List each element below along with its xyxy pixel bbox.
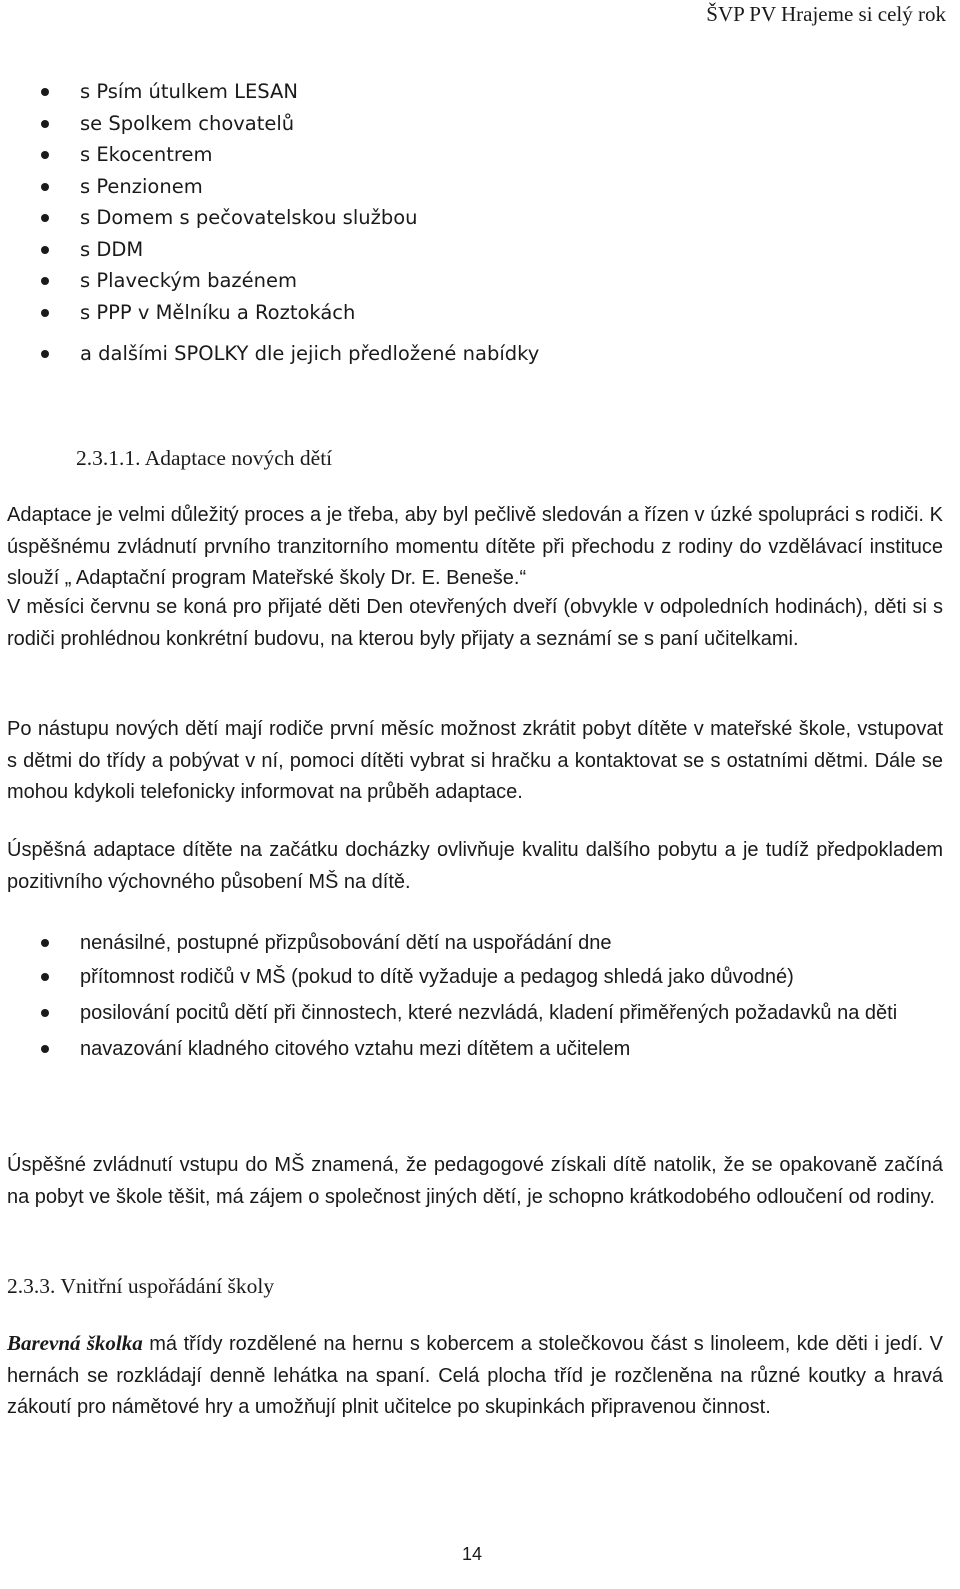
list-item: nenásilné, postupné přizpůsobování dětí na uspořádání dne — [0, 927, 955, 959]
page-number: 14 — [462, 1544, 483, 1564]
page-header: ŠVP PV Hrajeme si celý rok — [706, 2, 946, 26]
list-item: přítomnost rodičů v MŠ (pokud to dítě vyžaduje a pedagog shledá jako důvodné) — [0, 961, 955, 993]
section-heading-adaptace: 2.3.1.1. Adaptace nových dětí — [76, 446, 333, 470]
adaptation-list — [0, 927, 960, 1067]
list-item: navazování kladného citového vztahu mezi dítětem a učitelem — [0, 1033, 955, 1065]
paragraph-success: Úspěšná adaptace dítěte na začátku docházky ovlivňuje kvalitu dalšího pobytu a je tudíž předpokladem pozitivního výchovného působení MŠ na dítě. — [7, 839, 943, 893]
list-item: s Domem s pečovatelskou službou — [0, 202, 955, 234]
list-item: posilování pocitů dětí při činnostech, které nezvládá, kladení přiměřených požadavků na děti — [0, 997, 955, 1029]
list-item: s Penzionem — [0, 171, 955, 203]
paragraph-open-day: V měsíci červnu se koná pro přijaté děti Den otevřených dveří (obvykle v odpoledních hodinách), děti si s rodiči prohlédnou konkrétní budovu, na kterou byly přijaty a seznámí se s paní učitelkami. — [7, 596, 943, 650]
partners-list — [0, 76, 960, 370]
list-item: s Psím útulkem LESAN — [0, 76, 955, 108]
school-name: Barevná školka — [7, 1331, 143, 1355]
paragraph-first-month: Po nástupu nových dětí mají rodiče první měsíc možnost zkrátit pobyt dítěte v mateřské škole, vstupovat s dětmi do třídy a pobývat v ní, pomoci dítěti vybrat si hračku a kontaktovat se s ostatními dětmi. Dále se mohou kdykoli telefonicky informovat na průběh adaptace. — [7, 718, 943, 803]
list-item: s PPP v Mělníku a Roztokách — [0, 297, 955, 329]
paragraph-layout — [7, 1328, 943, 1424]
paragraph-successful-entry: Úspěšné zvládnutí vstupu do MŠ znamená, že pedagogové získali dítě natolik, že se opakovaně začíná na pobyt ve škole těšit, má zájem o společnost jiných dětí, je schopno krátkodobého odloučení od rodiny. — [7, 1154, 943, 1208]
paragraph-adaptace-intro: Adaptace je velmi důležitý proces a je třeba, aby byl pečlivě sledován a řízen v úzké spolupráci s rodiči. K úspěšnému zvládnutí prvního tranzitorního momentu dítěte při přechodu z rodiny do vzdělávací instituce slouží „ Adaptační program Mateřské školy Dr. E. Beneše.“ — [7, 504, 943, 589]
section-heading-vnitrni: 2.3.3. Vnitřní uspořádání školy — [7, 1274, 275, 1298]
list-item: s Plaveckým bazénem — [0, 265, 955, 297]
paragraph-layout-text: má třídy rozdělené na hernu s kobercem a stolečkovou část s linoleem, kde děti i jedí. V hernách se rozkládají denně lehátka na spaní. Celá plocha tříd je rozčleněna na různé koutky a hravá zákoutí pro námětové hry a umožňují plnit učitelce po skupinkách připravenou činnost. — [7, 1333, 943, 1418]
list-item: s DDM — [0, 234, 955, 266]
list-item: s Ekocentrem — [0, 139, 955, 171]
list-item: se Spolkem chovatelů — [0, 108, 955, 140]
list-item: a dalšími SPOLKY dle jejich předložené nabídky — [0, 338, 955, 370]
